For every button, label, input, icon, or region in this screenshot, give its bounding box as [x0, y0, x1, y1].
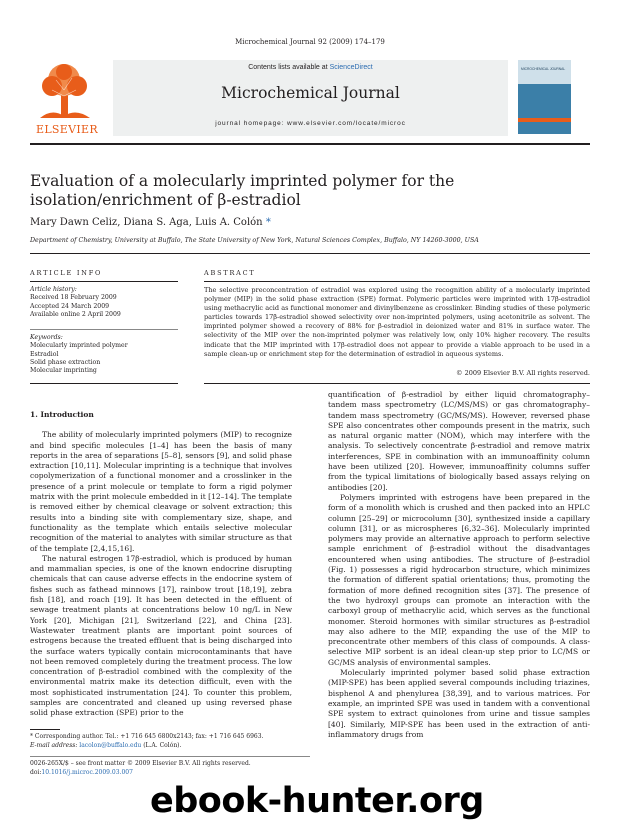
header-center	[113, 60, 508, 136]
body-paragraph: The ability of molecularly imprinted polymers (MIP) to recognize and bind specific molecules [1–4] has been the basis of many reports in the area of separations [5–8], sensors [9], and solid phase extraction [10,11]. Molecular imprinting is a technique that involves copolymerization of a functional monomer and a crosslinker in the presence of a print molecule or template to form a rigid polymer matrix with the print molecule embedded in it [12–14]. The template is removed either by chemical cleavage or solvent extraction; this results into a binding site with complementary size, shape, and functionality as the template which entails selective molecular recognition of the material to analytes with similar structure as that of the template [2,4,15,16].	[30, 430, 292, 553]
body-paragraph: Polymers imprinted with estrogens have been prepared in the form of a monolith which is crushed and then packed into an HPLC column [25–29] or microcolumn [30], synthesized inside a capillary column [31], or as microspheres [6,32–36]. Molecularly imprinted polymers may provide an alternative approach to perform selective sample enrichment of β-estradiol without the disadvantages encountered when using antibodies. The structure of β-estradiol (Fig. 1) possesses a rigid hydrocarbon structure, which minimizes the formation of different spatial orientations; thus, promoting the formation of more defined recognition sites [37]. The presence of the two hydroxyl groups can promote an interaction with the carboxyl group of methacrylic acid, which serves as the functional monomer. Steroid hormones with similar structures as β-estradiol may also adhere to the MIP, expanding the use of the MIP to preconcentrate other members of this class of compounds. A class-selective MIP sorbent is an ideal clean-up step prior to LC/MS or GC/MS analysis of environmental samples.	[328, 492, 590, 667]
email-line	[30, 742, 310, 751]
journal-homepage[interactable]: journal homepage: www.elsevier.com/locate/microc	[215, 120, 406, 127]
journal-cover[interactable]	[518, 60, 571, 134]
email-suffix: (L.A. Colón).	[141, 741, 182, 749]
footnote-rule	[30, 729, 60, 730]
keyword-item: Molecular imprinting	[30, 367, 97, 375]
article-info-divider	[30, 281, 178, 282]
corresponding-author-mark[interactable]: *	[265, 217, 271, 228]
elsevier-logo[interactable]	[30, 60, 100, 134]
tree-icon	[30, 60, 100, 122]
body-paragraph: Molecularly imprinted polymer based solid phase extraction (MIP-SPE) has been applied several compounds including triazines, bisphenol A and phenylurea [38,39], and to various matrices. For example, an imprinted SPE was used in tandem with a conventional SPE system to extract quinolones from urine and tissue samples [40]. Similarly, MIP-SPE has been used in the extraction of anti-inflammatory drugs from	[328, 668, 590, 739]
history-item: Available online 2 April 2009	[30, 310, 121, 318]
abstract-heading: ABSTRACT	[204, 269, 256, 277]
journal-header	[30, 60, 590, 138]
article-info-bottom-rule	[30, 383, 178, 384]
front-matter	[30, 760, 251, 777]
history-label: Article history:	[30, 286, 77, 293]
keywords-label: Keywords:	[30, 334, 63, 341]
title-divider	[30, 253, 590, 254]
abstract-divider	[204, 281, 590, 282]
authors-text: Mary Dawn Celiz, Diana S. Aga, Luis A. Colón	[30, 217, 263, 228]
email-label: E-mail address:	[30, 741, 80, 749]
abstract-copyright: © 2009 Elsevier B.V. All rights reserved.	[456, 369, 590, 377]
cover-title: MICROCHEMICAL JOURNAL	[521, 67, 566, 71]
issn-line: 0026-265X/$ – see front matter © 2009 Elsevier B.V. All rights reserved.	[30, 760, 251, 767]
history-item: Accepted 24 March 2009	[30, 302, 110, 310]
watermark: ebook-hunter.org	[150, 781, 484, 821]
body-paragraph: quantification of β-estradiol by either liquid chromatography–tandem mass spectrometry (LC/MS/MS) or gas chromatography–tandem mass spectrometry (GC/MS/MS). However, reversed phase SPE also concentrates other compounds present in the matrix, such as natural organic matter (NOM), which may interfere with the analysis. To selectively concentrate β-estradiol and remove matrix interferences, SPE in combination with an immunoaffinity column have been utilized [20]. However, immunoaffinity columns suffer from the typical limitations of biologically based assays relying on antibodies [20].	[328, 390, 590, 492]
cover-strip	[518, 118, 571, 122]
affiliation: Department of Chemistry, University at Buffalo, The State University of New York, Natural Sciences Complex, Buffalo, NY 14260-3000, USA	[30, 237, 479, 244]
journal-name: Microchemical Journal	[221, 84, 400, 102]
sciencedirect-link[interactable]: ScienceDirect	[329, 64, 373, 71]
history-divider	[30, 329, 178, 330]
keyword-item: Solid phase extraction	[30, 358, 101, 366]
journal-reference: Microchemical Journal 92 (2009) 174–179	[235, 38, 385, 46]
keyword-item: Molecularly imprinted polymer	[30, 342, 128, 350]
contents-line	[113, 64, 508, 71]
author-list	[30, 217, 271, 228]
keywords	[30, 334, 128, 375]
publisher-wordmark: ELSEVIER	[36, 123, 98, 136]
abstract-text: The selective preconcentration of estradiol was explored using the recognition ability of a molecularly imprinted polymer (MIP) in the solid phase extraction (SPE) format. Polymeric particles were imprinted with 17β-estradiol using methacrylic acid as functional monomer and divinylbenzene as crosslinker. Binding studies of these polymeric particles towards 17β-estradiol showed selectivity over non-imprinted polymers, using acetonitrile as solvent. The imprinted polymer showed a recovery of 88% for β-estradiol in deionized water and 81% in surface water. The selectivity of the MIP over the non-imprinted polymer was relatively low, only 10% higher recovery. The results indicate that the MIP imprinted with 17β-estradiol does not appear to provide a viable approach to be used in a sample clean-up or enrichment step for the determination of estradiol in aqueous systems.	[204, 286, 590, 358]
header-divider	[30, 143, 590, 145]
section-heading: 1. Introduction	[30, 410, 94, 419]
body-column-left	[30, 410, 292, 722]
article-history	[30, 286, 121, 319]
article-info-heading: ARTICLE INFO	[30, 269, 103, 277]
keyword-item: Estradiol	[30, 350, 59, 358]
email-link[interactable]: lacolon@buffalo.edu	[79, 741, 142, 749]
contents-prefix: Contents lists available at	[248, 64, 330, 71]
doi-line	[30, 769, 251, 778]
cover-band	[518, 60, 571, 84]
corresponding-author-note: * Corresponding author. Tel.: +1 716 645 6800x2143; fax: +1 716 645 6963.	[30, 733, 264, 740]
doi-link[interactable]: 10.1016/j.microc.2009.03.007	[41, 768, 133, 776]
article-title: Evaluation of a molecularly imprinted polymer for the isolation/enrichment of β-estradiol	[30, 172, 455, 209]
doi-prefix: doi:	[30, 768, 42, 776]
body-column-right	[328, 390, 590, 754]
front-matter-rule	[30, 756, 310, 757]
footnote	[30, 733, 310, 750]
abstract-bottom-rule	[204, 383, 590, 384]
body-paragraph: The natural estrogen 17β-estradiol, which is produced by human and mammalian species, is one of the known endocrine disrupting chemicals that can cause adverse effects in the endocrine system of fishes such as fathead minnows [17], rainbow trout [18,19], zebra fish [18], and roach [19]. It has been detected in the effluent of sewage treatment plants at concentrations below 10 ng/L in New York [20], Michigan [21], Switzerland [22], and China [23]. Wastewater treatment plants are important point sources of estrogens because the treated effluent that is being discharged into the surface waters typically contain microcontaminants that have not been removed completely during the treatment process. The low concentration of β-estradiol combined with the complexity of the environmental matrix make its detection difficult, even with the most sophisticated instrumentation [24]. To counter this problem, samples are concentrated and cleaned up using reversed phase solid phase extraction (SPE) prior to the	[30, 553, 292, 718]
history-item: Received 18 February 2009	[30, 294, 117, 302]
